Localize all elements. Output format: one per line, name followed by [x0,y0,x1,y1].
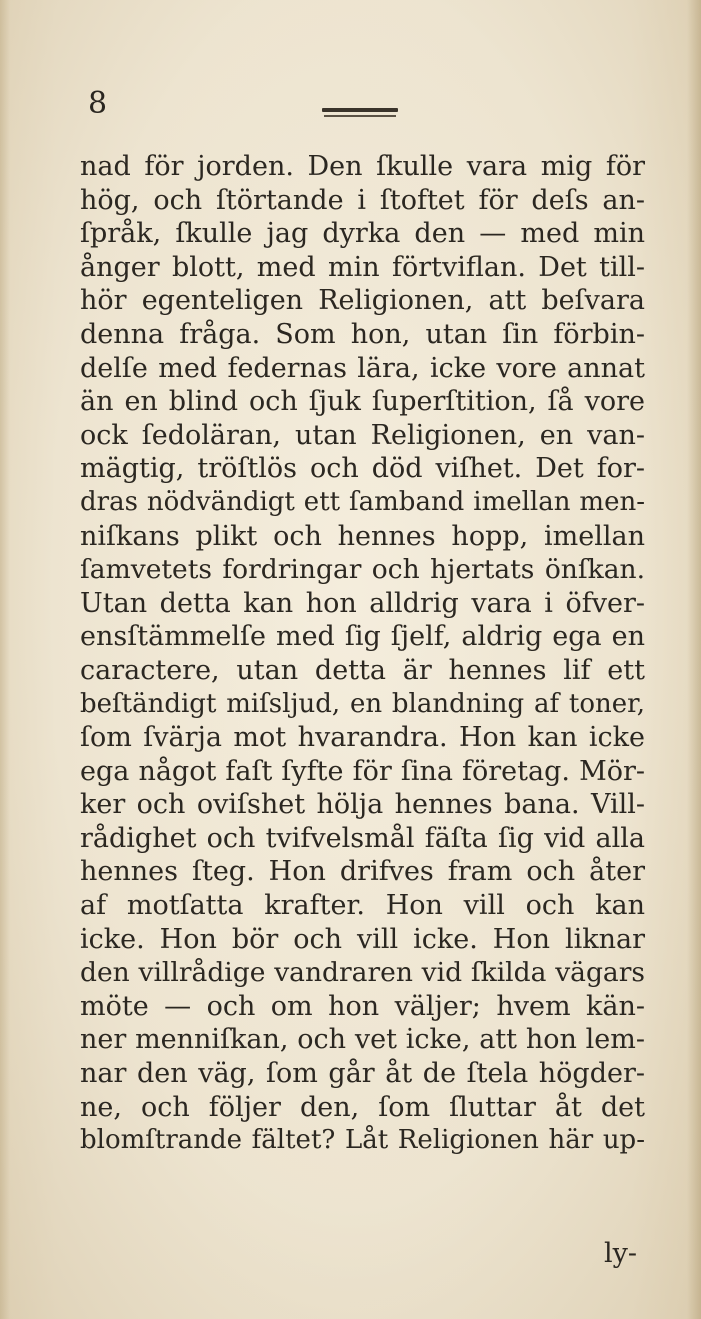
page-shadow-left [0,0,10,1319]
text-line: ſom ſvärja mot hvarandra. Hon kan icke [80,722,645,754]
text-line: hög, och ſtörtande i ſtoftet för deſs an- [80,184,645,216]
text-line: Utan detta kan hon alldrig vara i öfver- [80,587,645,619]
text-line: ker och oviſshet hölja hennes bana. Vill- [80,789,645,821]
text-line: blomſtrande fältet? Låt Religionen här up- [80,1125,645,1156]
text-line: ſpråk, ſkulle jag dyrka den — med min [80,218,645,250]
text-line: nar den väg, ſom går åt de ſtela högder- [80,1058,645,1090]
text-line: af motſatta krafter. Hon vill och kan [80,890,645,922]
text-line: mägtig, tröſtlös och död viſhet. Det for- [80,453,645,485]
header-ornament [322,108,398,118]
catchword: ly- [604,1238,638,1269]
text-line: ſamvetets fordringar och hjertats önſkan. [80,554,645,586]
text-line: möte — och om hon väljer; hvem kän- [80,990,645,1022]
text-line: ensſtämmelſe med ſig ſjelf, aldrig ega en [80,621,645,653]
text-line: ånger blott, med min förtviflan. Det till- [80,251,645,283]
text-line: caractere, utan detta är hennes lif ett [80,654,645,686]
text-line: den villrådige vandraren vid ſkilda vägars [80,957,645,989]
text-line: icke. Hon bör och vill icke. Hon liknar [80,923,645,955]
text-line: hör egenteligen Religionen, att beſvara [80,285,645,317]
text-line: ner menniſkan, och vet icke, att hon lem- [80,1024,645,1056]
page-shadow-right [687,0,701,1319]
body-text [80,150,645,1158]
text-line: nad för jorden. Den ſkulle vara mig för [80,151,645,182]
text-line: hennes ſteg. Hon drifves fram och åter [80,856,645,888]
text-line: än en blind och ſjuk ſuperſtition, ſå vore [80,386,645,418]
text-line: dras nödvändigt ett ſamband imellan men- [80,486,645,517]
text-line: denna fråga. Som hon, utan ſin förbin- [80,318,645,350]
text-line: delſe med federnas lära, icke vore annat [80,352,645,384]
page-number: 8 [88,86,108,121]
ornament-rule-bottom [324,115,396,117]
text-line: rådighet och tvifvelsmål fäſta ſig vid alla [80,822,645,854]
text-line: ne, och följer den, ſom ſluttar åt det [80,1091,645,1123]
text-line: ega något faſt ſyfte för ſina företag. Mör- [80,755,645,787]
text-line: ock ſedoläran, utan Religionen, en van- [80,419,645,451]
text-line: niſkans plikt och hennes hopp, imellan [80,520,645,552]
text-line: beſtändigt miſsljud, en blandning af toner, [80,688,645,719]
ornament-rule-top [322,108,398,112]
